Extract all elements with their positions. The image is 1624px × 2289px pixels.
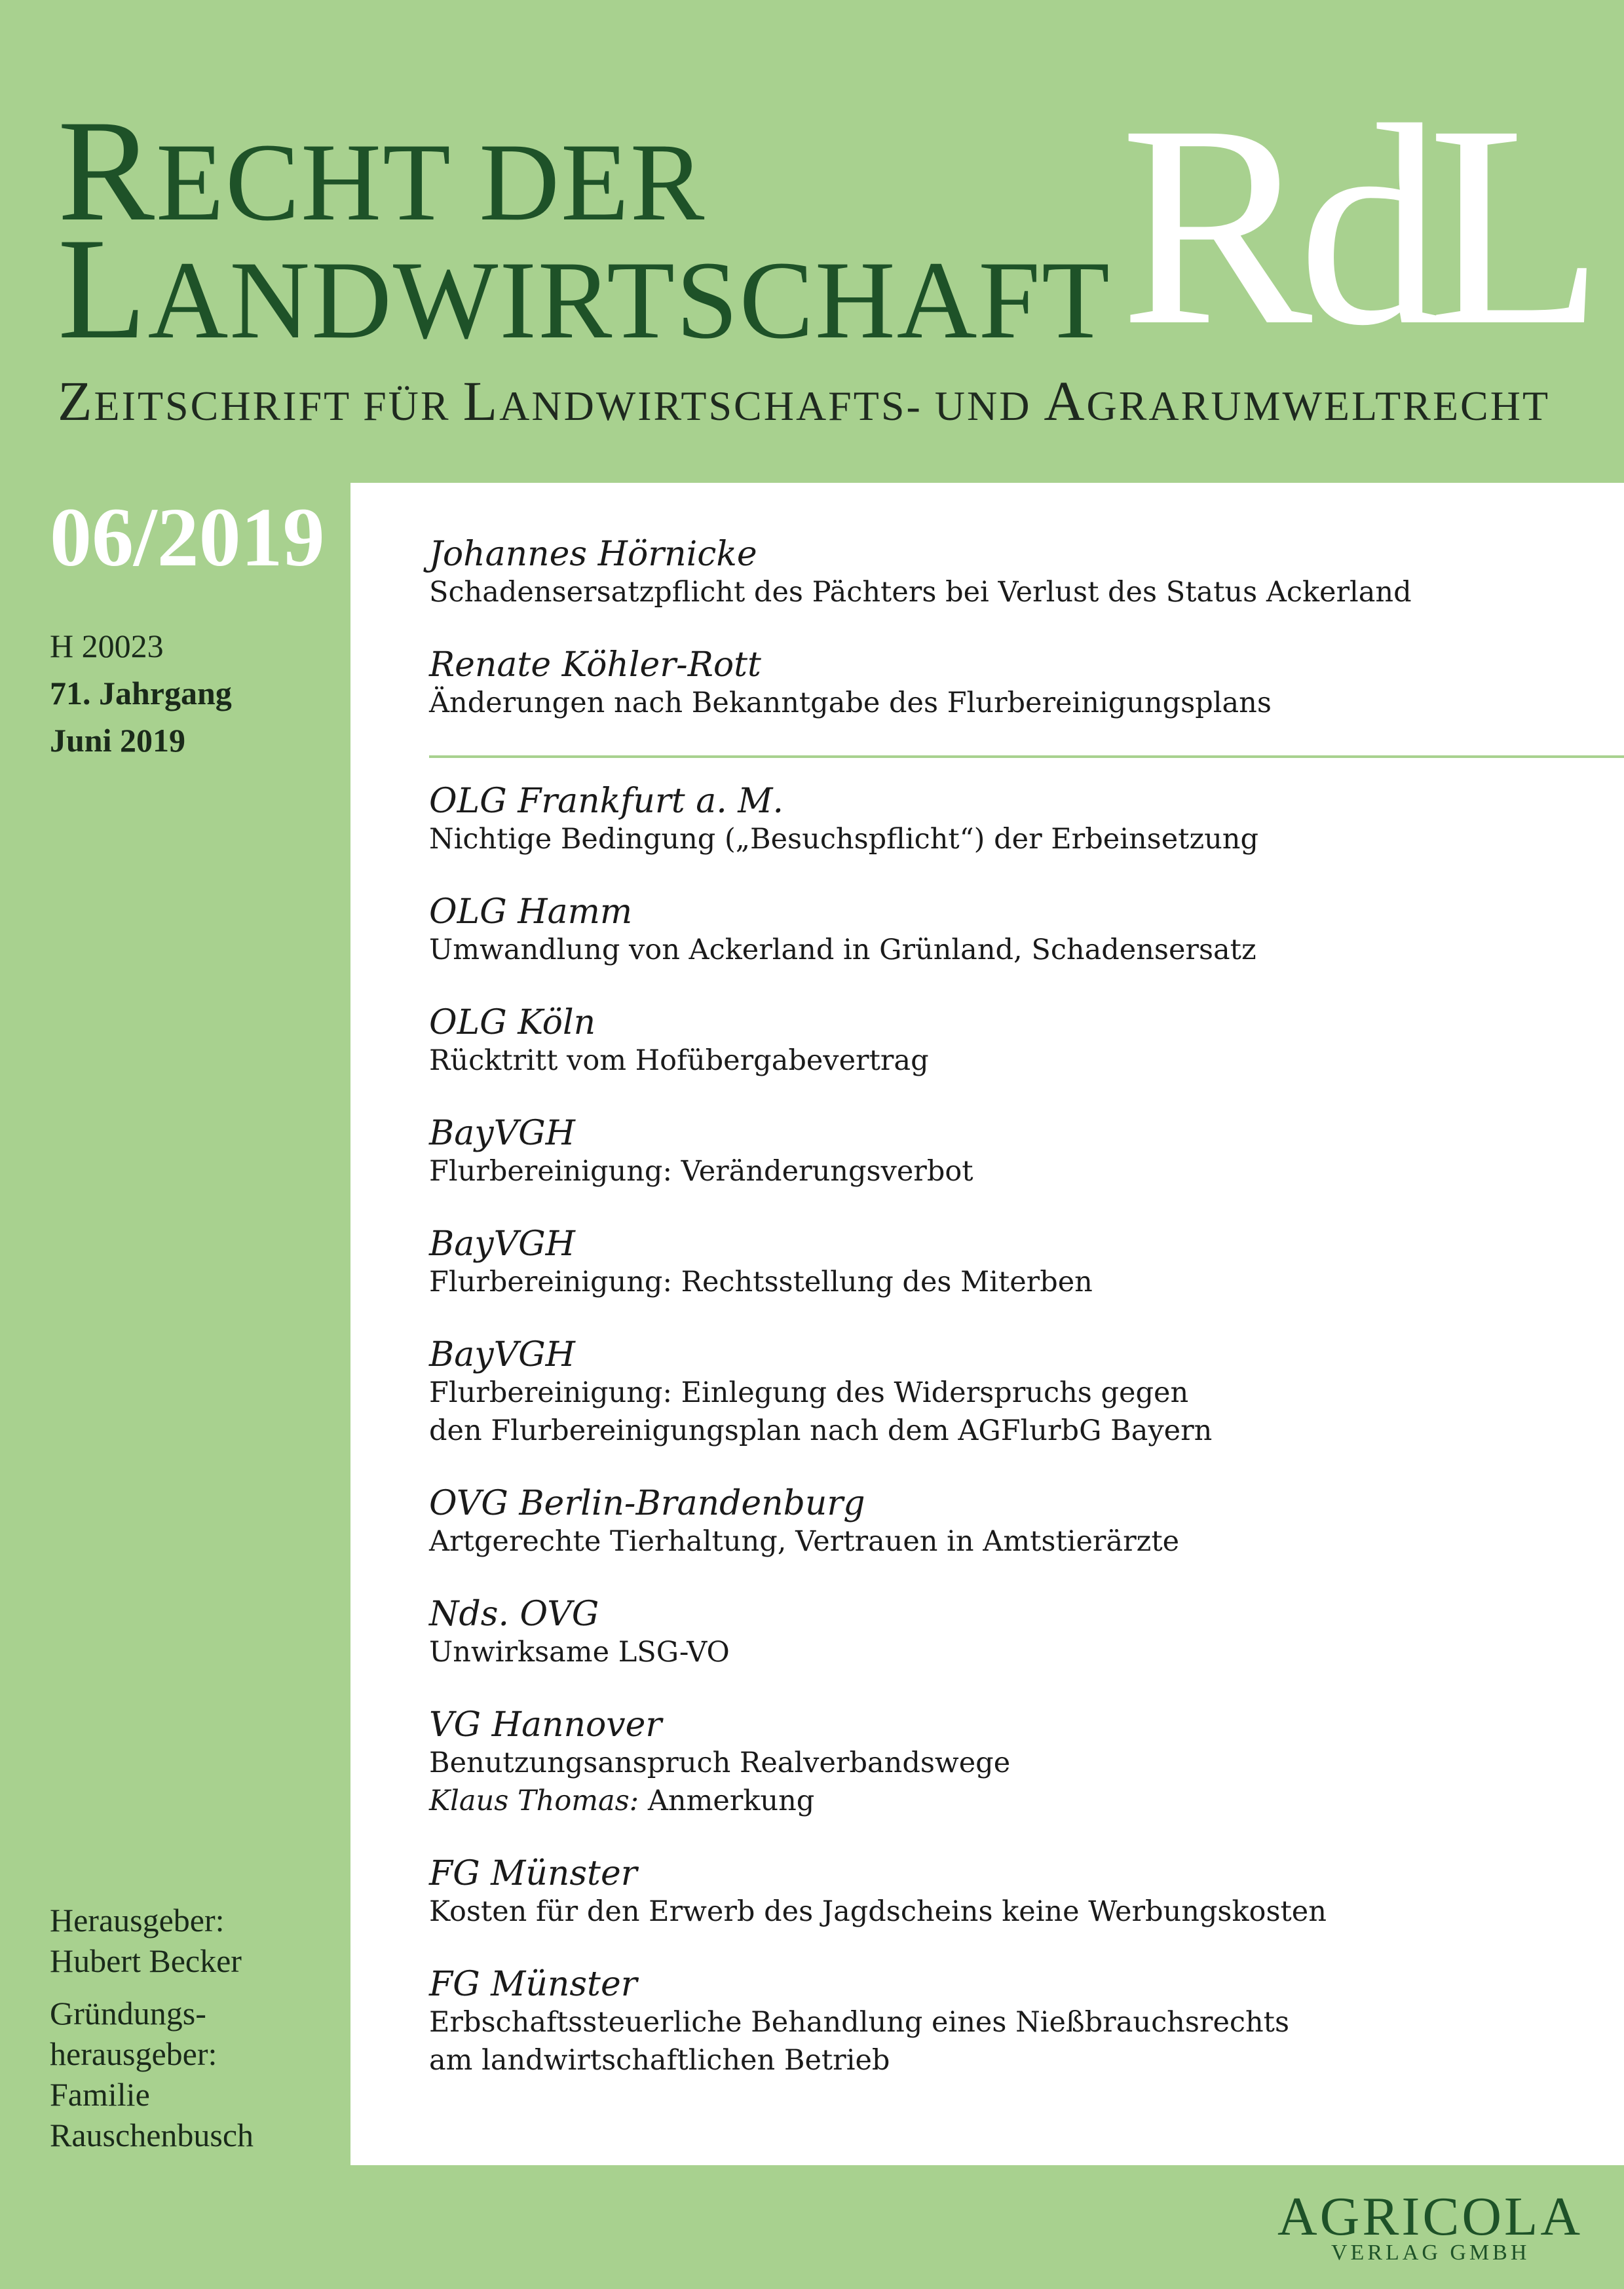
article-entry [429,646,1595,722]
decision-court: FG Münster [429,1854,637,1893]
decision-entry [429,1336,1595,1450]
decision-title: Artgerechte Tierhaltung, Vertrauen in Amtstierärzte [429,1525,1180,1558]
editor-label: Herausgeber: [50,1902,225,1939]
logo-name: AGRICOLA [1277,2186,1583,2247]
founder-name-2: Rauschenbusch [50,2117,254,2153]
decision-court: OLG Hamm [429,892,633,932]
issue-meta [50,622,232,764]
publisher-logo [1277,2186,1583,2265]
title-rest-1: ECHT DER [156,121,706,244]
issue-volume: 71. Jahrgang [50,675,232,711]
decision-entry [429,1706,1595,1820]
decision-entry [429,893,1595,969]
decision-entry [429,1965,1595,2079]
annotation-text: Anmerkung [639,1785,815,1817]
decision-title: Benutzungsanspruch Realverbandswege [429,1747,1011,1779]
decision-title: Unwirksame LSG-VO [429,1636,730,1669]
subtitle-part-a: EITSCHRIFT FÜR [94,383,463,429]
decision-title: Nichtige Bedingung („Besuchspflicht“) der Erbeinsetzung [429,823,1259,856]
decision-title: Rücktritt vom Hofübergabevertrag [429,1044,929,1077]
logo-subtitle: VERLAG GMBH [1331,2241,1530,2265]
decision-court: FG Münster [429,1965,637,2004]
subtitle-initial-l: L [463,369,500,432]
issue-code: H 20023 [50,628,164,664]
decision-court: OLG Köln [429,1003,596,1042]
decision-entry [429,1114,1595,1190]
decision-title-line-2: am landwirtschaftlichen Betrieb [429,2044,890,2077]
decision-title: Kosten für den Erwerb des Jagdscheins keine Werbungskosten [429,1895,1327,1928]
title-initial-l: L [58,208,148,369]
decision-court: OVG Berlin-Brandenburg [429,1484,865,1523]
publisher-info [50,1900,254,2167]
subtitle-initial-z: Z [58,369,94,432]
decision-title: Umwandlung von Ackerland in Grünland, Schadensersatz [429,934,1256,966]
decision-court: OLG Frankfurt a. M. [429,782,784,821]
issue-date: Juni 2019 [50,722,186,759]
annotation-author: Klaus Thomas: [429,1785,639,1817]
issue-number: 06/2019 [50,491,325,584]
decision-entry [429,1225,1595,1301]
masthead-title-line-2 [58,208,1111,369]
decision-entry [429,782,1595,858]
decision-entry [429,1595,1595,1671]
article-title: Schadensersatzpflicht des Pächters bei Verlust des Status Ackerland [429,576,1412,609]
articles-list [429,535,1595,757]
decisions-list [429,782,1595,2114]
decision-entry [429,1004,1595,1080]
subtitle-part-c: GRARUMWELTRECHT [1086,383,1551,429]
founder-name-1: Familie [50,2076,150,2113]
editor-name: Hubert Becker [50,1942,242,1979]
article-entry [429,535,1595,611]
masthead-subtitle [58,368,1550,434]
decision-title: Flurbereinigung: Einlegung des Widerspruchs gegen [429,1376,1189,1409]
title-initial-r: R [58,90,157,252]
decision-annotation [429,1782,1595,1820]
decision-title: Flurbereinigung: Veränderungsverbot [429,1155,973,1188]
decision-court: BayVGH [429,1335,576,1374]
section-divider [429,755,1624,758]
decision-entry [429,1485,1595,1561]
contents-panel [350,483,1624,2165]
article-author: Renate Köhler-Rott [429,645,761,685]
subtitle-initial-a: A [1044,369,1087,432]
founder-label-2: herausgeber: [50,2035,217,2072]
article-title: Änderungen nach Bekanntgabe des Flurbereinigungsplans [429,687,1272,719]
title-rest-2: ANDWIRTSCHAFT [147,238,1111,362]
article-author: Johannes Hörnicke [429,535,757,574]
decision-title: Flurbereinigung: Rechtsstellung des Miterben [429,1266,1093,1298]
rdl-logo-mark: RdL [1120,66,1590,385]
subtitle-part-b: ANDWIRTSCHAFTS- UND [499,383,1044,429]
decision-court: VG Hannover [429,1705,662,1745]
founder-label-1: Gründungs- [50,1995,206,2032]
decision-entry [429,1855,1595,1931]
decision-court: BayVGH [429,1114,576,1153]
decision-title: Erbschaftssteuerliche Behandlung eines Nießbrauchsrechts [429,2006,1290,2039]
decision-title-line-2: den Flurbereinigungsplan nach dem AGFlurbG Bayern [429,1414,1213,1447]
decision-court: Nds. OVG [429,1595,599,1634]
decision-court: BayVGH [429,1224,576,1264]
